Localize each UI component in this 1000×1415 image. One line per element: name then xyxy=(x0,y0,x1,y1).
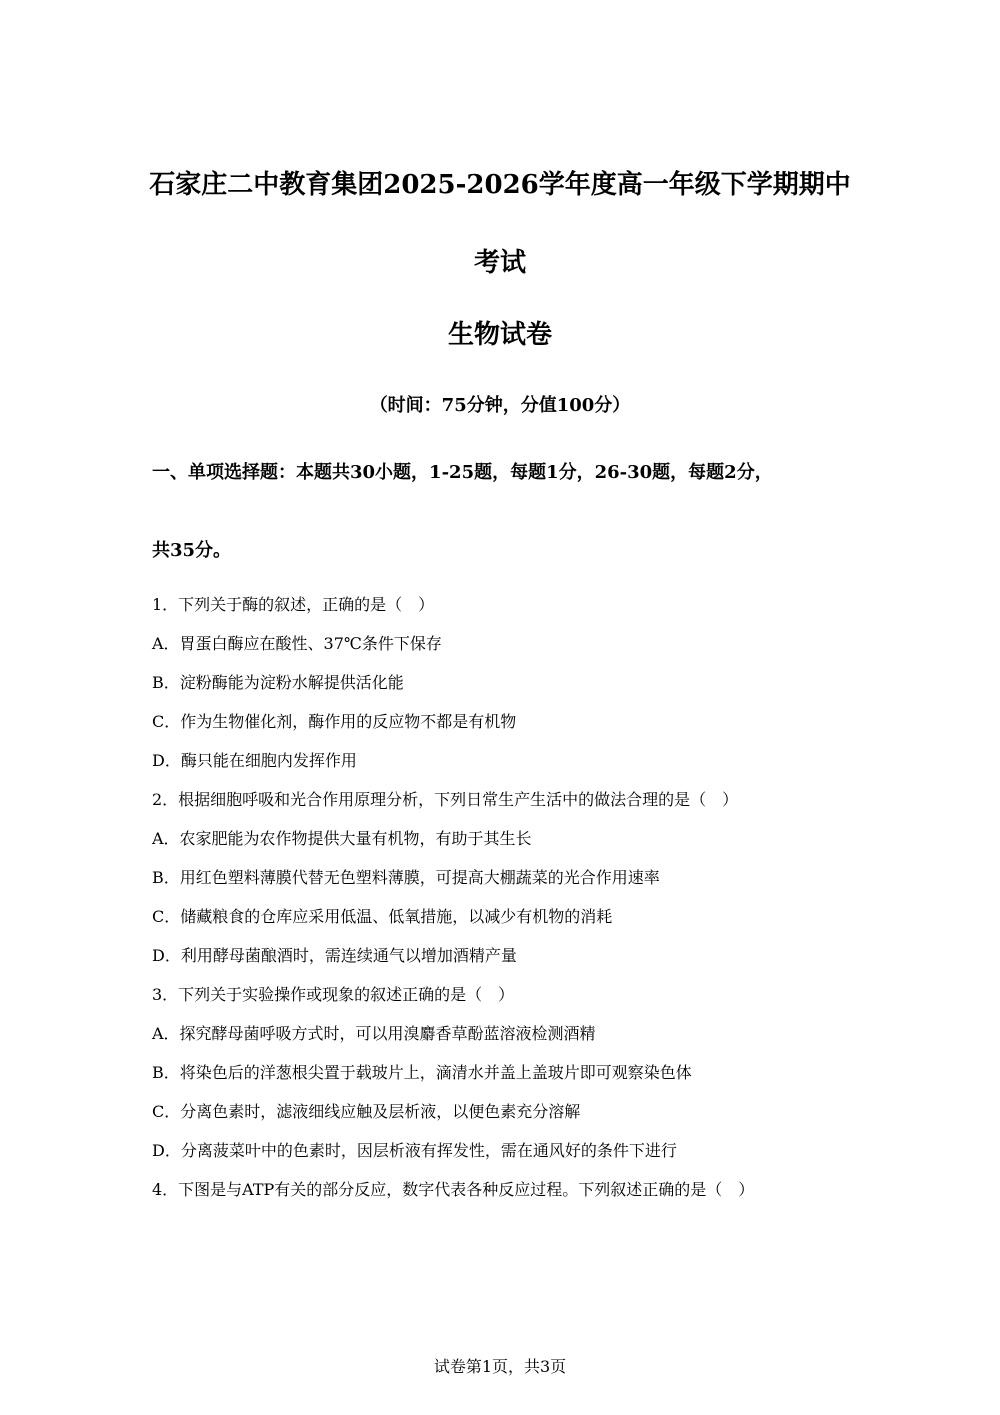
option-c: C．储藏粮食的仓库应采用低温、低氧措施，以减少有机物的消耗 xyxy=(152,907,613,926)
page-footer: 试卷第1页，共3页 xyxy=(433,1357,567,1376)
option-d: D．分离菠菜叶中的色素时，因层析液有挥发性，需在通风好的条件下进行 xyxy=(152,1141,677,1160)
exam-info: （时间：75分钟，分值100分） xyxy=(369,395,631,416)
option-c: C．分离色素时，滤液细线应触及层析液，以便色素充分溶解 xyxy=(152,1102,581,1121)
option-b: B．用红色塑料薄膜代替无色塑料薄膜，可提高大棚蔬菜的光合作用速率 xyxy=(152,868,660,887)
option-c: C．作为生物催化剂，酶作用的反应物不都是有机物 xyxy=(152,712,517,731)
option-a: A．农家肥能为农作物提供大量有机物，有助于其生长 xyxy=(152,829,532,848)
option-d: D．酶只能在细胞内发挥作用 xyxy=(152,751,357,770)
option-a: A．胃蛋白酶应在酸性、37℃条件下保存 xyxy=(152,634,442,653)
section-heading-line1: 一、单项选择题：本题共30小题，1-25题，每题1分，26-30题，每题2分， xyxy=(152,462,773,483)
question-stem: 2．根据细胞呼吸和光合作用原理分析，下列日常生产生活中的做法合理的是（ ） xyxy=(152,790,739,809)
question-stem: 4．下图是与ATP有关的部分反应，数字代表各种反应过程。下列叙述正确的是（ ） xyxy=(152,1180,755,1199)
option-b: B．淀粉酶能为淀粉水解提供活化能 xyxy=(152,673,404,692)
section-heading-line2: 共35分。 xyxy=(152,540,232,561)
question-stem: 3．下列关于实验操作或现象的叙述正确的是（ ） xyxy=(152,985,515,1004)
question-stem: 1．下列关于酶的叙述，正确的是（ ） xyxy=(152,595,435,614)
exam-title-line2: 考试 xyxy=(473,248,526,278)
option-b: B．将染色后的洋葱根尖置于载玻片上，滴清水并盖上盖玻片即可观察染色体 xyxy=(152,1063,692,1082)
option-a: A．探究酵母菌呼吸方式时，可以用溴麝香草酚蓝溶液检测酒精 xyxy=(152,1024,596,1043)
option-d: D．利用酵母菌酿酒时，需连续通气以增加酒精产量 xyxy=(152,946,517,965)
subject-title: 生物试卷 xyxy=(447,320,552,350)
exam-title-line1: 石家庄二中教育集团2025-2026学年度高一年级下学期期中 xyxy=(149,170,851,200)
